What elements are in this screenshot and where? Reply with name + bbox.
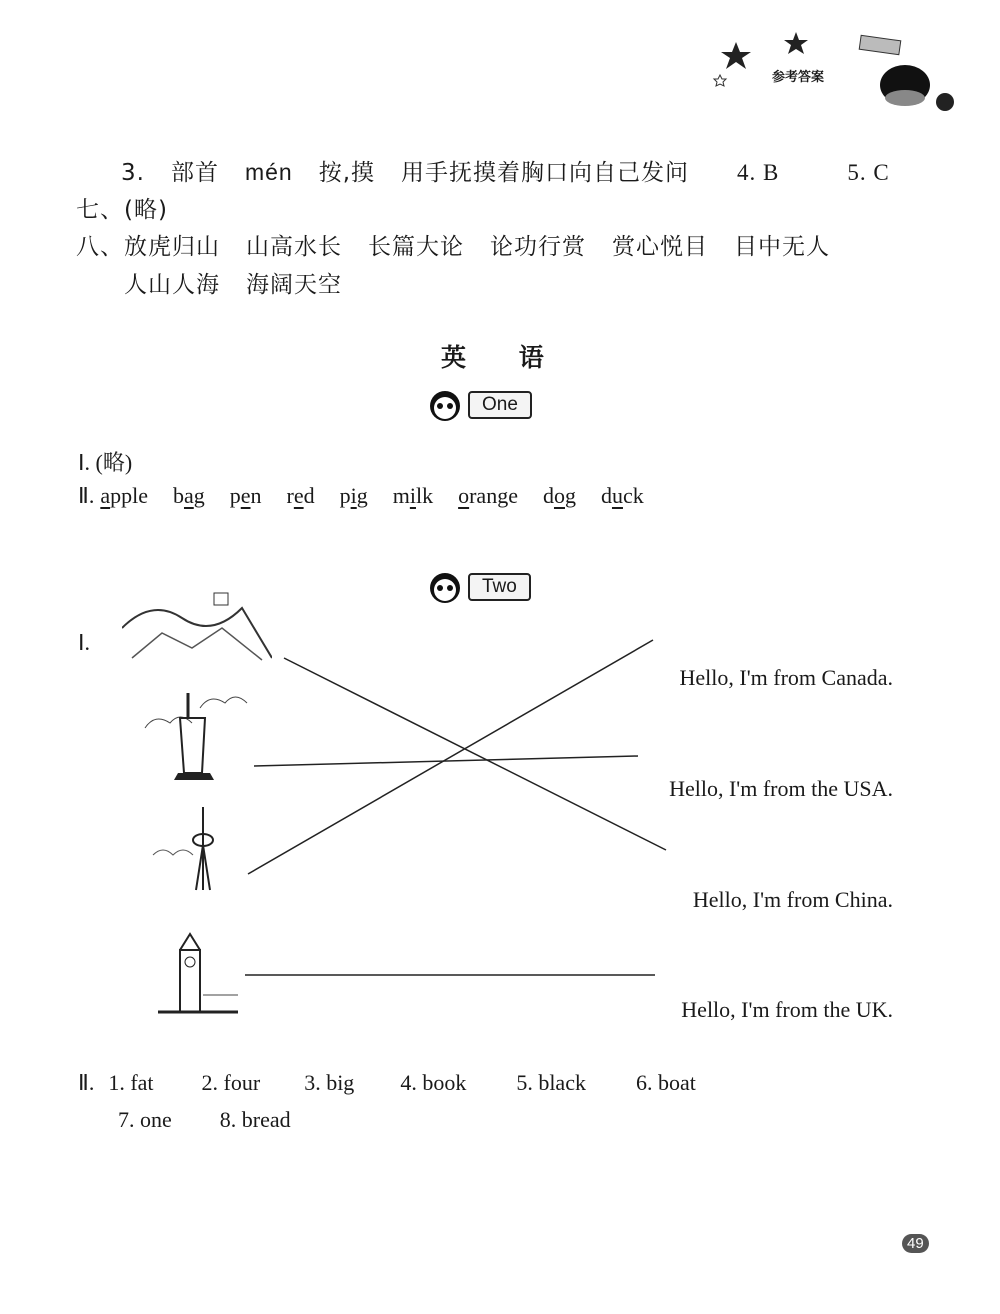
phonics-word: pen (229, 483, 262, 508)
unit-one-q1: Ⅰ. (略) (78, 450, 133, 475)
sentence-canada: Hello, I'm from Canada. (679, 665, 893, 690)
sentence-usa: Hello, I'm from the USA. (669, 776, 893, 801)
section-title: 英 语 (441, 343, 566, 372)
unit-two-label: Two (468, 573, 531, 601)
phonics-word: pig (339, 483, 368, 508)
phonics-word: dog (542, 483, 576, 508)
phonics-word: orange (458, 483, 518, 508)
answer-line-7: 七、(略) (76, 197, 168, 223)
unit-one-label: One (468, 391, 532, 419)
phonics-word: red (286, 483, 315, 508)
header-label: 参考答案 (772, 70, 825, 85)
unit-two-q1: Ⅰ. (78, 630, 90, 655)
answer-line-3: 3. 部首 mén 按,摸 用手抚摸着胸口向自己发问 4. B 5. C (121, 159, 890, 186)
sentence-china: Hello, I'm from China. (692, 887, 893, 912)
phonics-word: duck (600, 483, 644, 508)
unit-two-q2-row1: Ⅱ. 1. fat 2. four 3. big 4. book 5. black 6. boat (78, 1070, 696, 1095)
unit-one-q2: Ⅱ. apple bag pen red pig milk orange dog duck (78, 483, 644, 508)
phonics-word: bag (172, 483, 205, 508)
answer-line-8: 八、放虎归山 山高水长 长篇大论 论功行赏 赏心悦目 目中无人 (76, 234, 830, 260)
phonics-word: apple (100, 483, 148, 508)
sentence-uk: Hello, I'm from the UK. (681, 997, 893, 1022)
match-line (254, 756, 638, 766)
unit-two-q2-row2: 7. one 8. bread (118, 1107, 291, 1132)
phonics-word: milk (392, 483, 434, 508)
answer-line-8-cont: 人山人海 海阔天空 (124, 272, 342, 298)
match-line (284, 658, 666, 850)
page-number: 49 (902, 1234, 929, 1253)
